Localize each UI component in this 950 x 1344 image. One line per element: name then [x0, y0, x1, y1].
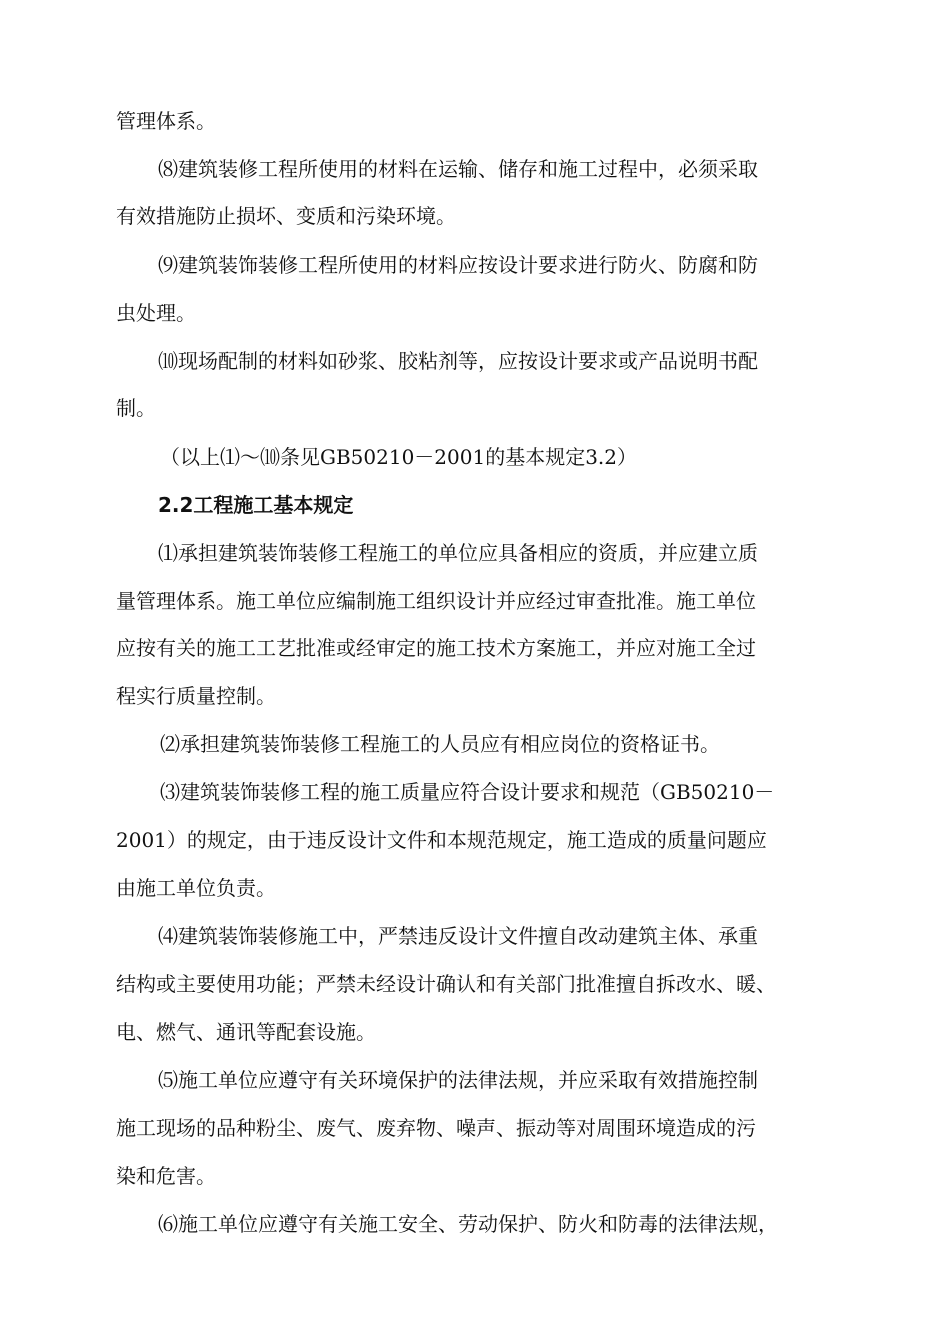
list-item-3-line: 2001）的规定，由于违反设计文件和本规范规定，施工造成的质量问题应	[116, 828, 767, 852]
list-item-9-line: 虫处理。	[116, 301, 196, 325]
list-item-8-line: ⑻建筑装修工程所使用的材料在运输、储存和施工过程中，必须采取	[158, 157, 758, 181]
list-item-5-line: 染和危害。	[116, 1164, 216, 1188]
list-item-5-line: ⑸施工单位应遵守有关环境保护的法律法规，并应采取有效措施控制	[158, 1068, 758, 1092]
list-item-4-line: 结构或主要使用功能；严禁未经设计确认和有关部门批准擅自拆改水、暖、	[116, 972, 776, 996]
list-item-4-line: 电、燃气、通讯等配套设施。	[116, 1020, 376, 1044]
list-item-3-line: 由施工单位负责。	[116, 876, 276, 900]
list-item-3-line: ⑶建筑装饰装修工程的施工质量应符合设计要求和规范（GB50210－	[160, 780, 775, 804]
list-item-10-line: 制。	[116, 396, 156, 420]
list-item-8-line: 有效措施防止损坏、变质和污染环境。	[116, 204, 456, 228]
list-item-1-line: ⑴承担建筑装饰装修工程施工的单位应具备相应的资质，并应建立质	[158, 541, 758, 565]
paragraph-line: 管理体系。	[116, 109, 216, 133]
list-item-1-line: 量管理体系。施工单位应编制施工组织设计并应经过审查批准。施工单位	[116, 589, 756, 613]
list-item-6-line: ⑹施工单位应遵守有关施工安全、劳动保护、防火和防毒的法律法规，	[158, 1212, 778, 1236]
list-item-2-line: ⑵承担建筑装饰装修工程施工的人员应有相应岗位的资格证书。	[160, 732, 720, 756]
list-item-5-line: 施工现场的品种粉尘、废气、废弃物、噪声、振动等对周围环境造成的污	[116, 1116, 756, 1140]
list-item-1-line: 应按有关的施工工艺批准或经审定的施工技术方案施工，并应对施工全过	[116, 636, 756, 660]
section-heading: 2.2工程施工基本规定	[158, 493, 354, 517]
list-item-4-line: ⑷建筑装饰装修施工中，严禁违反设计文件擅自改动建筑主体、承重	[158, 924, 758, 948]
reference-note: （以上⑴～⑽条见GB50210－2001的基本规定3.2）	[160, 445, 638, 469]
list-item-1-line: 程实行质量控制。	[116, 684, 276, 708]
list-item-10-line: ⑽现场配制的材料如砂浆、胶粘剂等，应按设计要求或产品说明书配	[158, 349, 758, 373]
list-item-9-line: ⑼建筑装饰装修工程所使用的材料应按设计要求进行防火、防腐和防	[158, 253, 758, 277]
